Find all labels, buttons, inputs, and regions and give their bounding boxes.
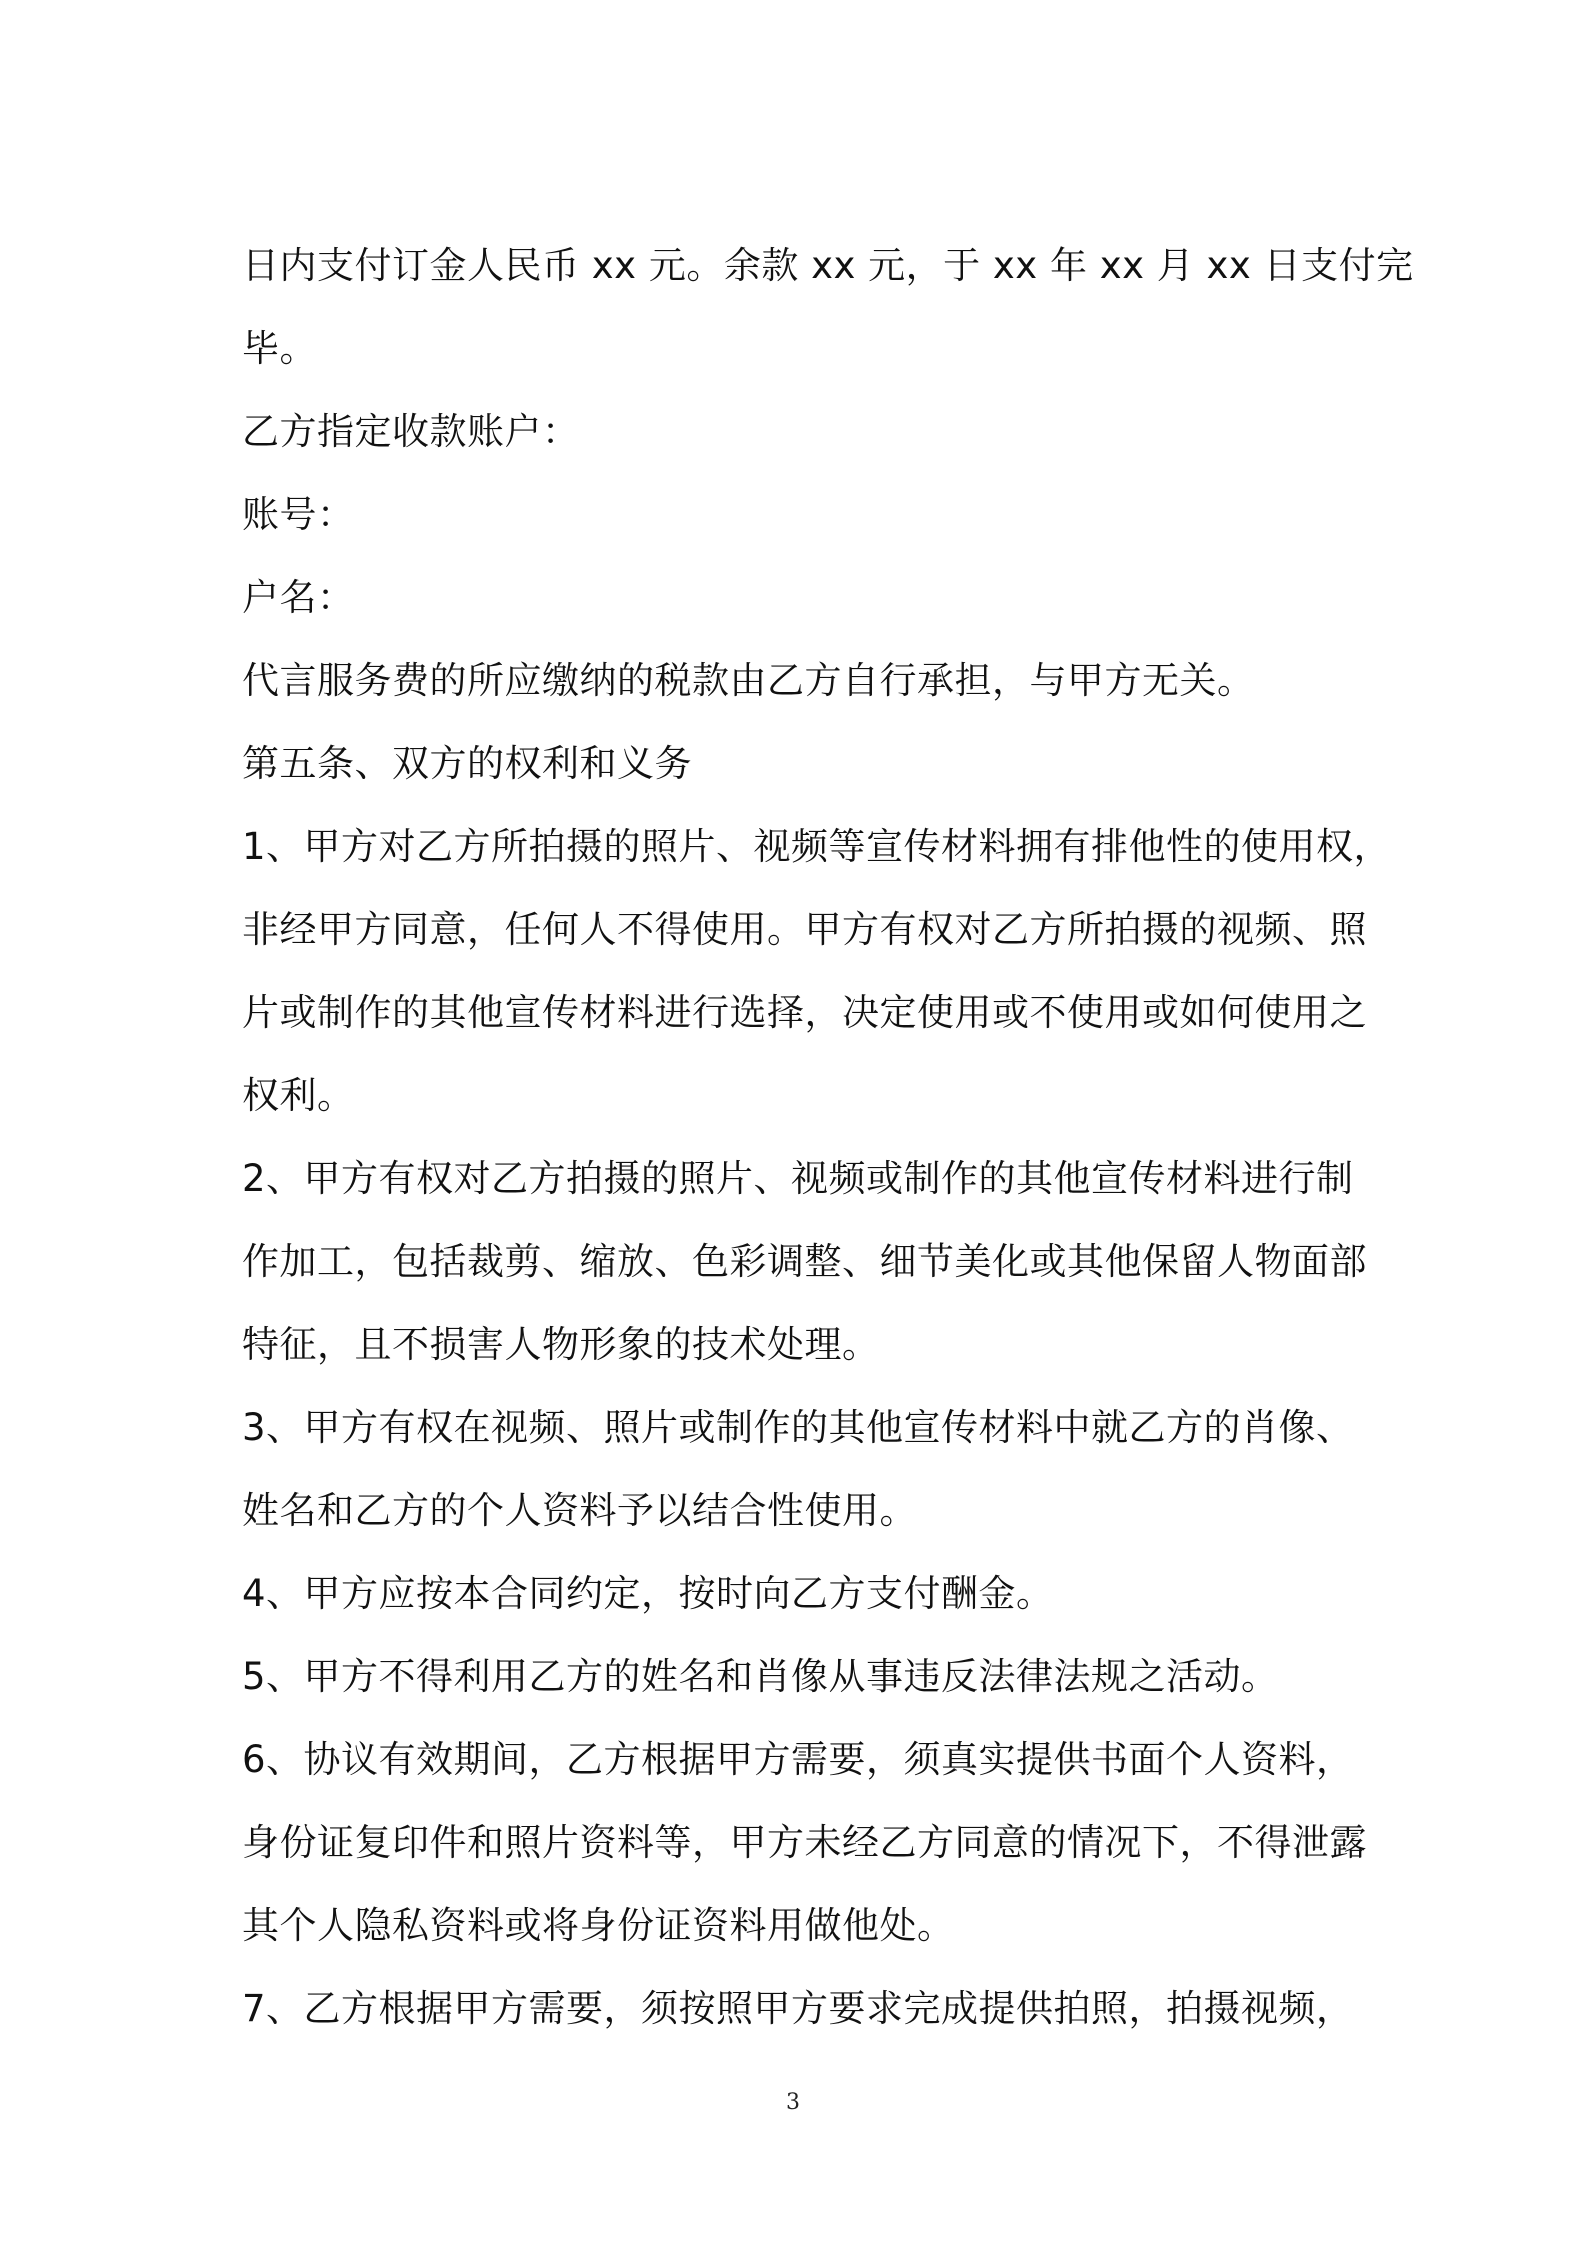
text-line: 片或制作的其他宣传材料进行选择，决定使用或不使用或如何使用之 bbox=[242, 991, 1367, 1034]
text-line: 账号： bbox=[242, 493, 355, 536]
text-line: 6、协议有效期间，乙方根据甲方需要，须真实提供书面个人资料， bbox=[242, 1738, 1354, 1781]
text-line: 1、甲方对乙方所拍摄的照片、视频等宣传材料拥有排他性的使用权， bbox=[242, 825, 1392, 868]
text-line: 毕。 bbox=[242, 327, 317, 370]
text-line: 代言服务费的所应缴纳的税款由乙方自行承担，与甲方无关。 bbox=[242, 659, 1255, 702]
text-line: 3、甲方有权在视频、照片或制作的其他宣传材料中就乙方的肖像、 bbox=[242, 1406, 1354, 1449]
page-number: 3 bbox=[786, 2090, 800, 2115]
text-line: 7、乙方根据甲方需要，须按照甲方要求完成提供拍照，拍摄视频， bbox=[242, 1987, 1354, 2030]
text-line: 姓名和乙方的个人资料予以结合性使用。 bbox=[242, 1489, 917, 1532]
text-line: 非经甲方同意，任何人不得使用。甲方有权对乙方所拍摄的视频、照 bbox=[242, 908, 1367, 951]
text-line: 4、甲方应按本合同约定，按时向乙方支付酬金。 bbox=[242, 1572, 1054, 1615]
document-body bbox=[242, 224, 1414, 2050]
text-line: 特征，且不损害人物形象的技术处理。 bbox=[242, 1323, 880, 1366]
section-heading: 第五条、双方的权利和义务 bbox=[242, 742, 692, 785]
text-line: 其个人隐私资料或将身份证资料用做他处。 bbox=[242, 1904, 955, 1947]
text-line: 日内支付订金人民币 xx 元。余款 xx 元，于 xx 年 xx 月 xx 日支付完 bbox=[242, 244, 1414, 287]
text-line: 户名： bbox=[242, 576, 355, 619]
text-line: 乙方指定收款账户： bbox=[242, 410, 580, 453]
text-line: 权利。 bbox=[242, 1074, 355, 1117]
text-line: 5、甲方不得利用乙方的姓名和肖像从事违反法律法规之活动。 bbox=[242, 1655, 1279, 1698]
text-line: 作加工，包括裁剪、缩放、色彩调整、细节美化或其他保留人物面部 bbox=[242, 1240, 1367, 1283]
text-line: 2、甲方有权对乙方拍摄的照片、视频或制作的其他宣传材料进行制 bbox=[242, 1157, 1354, 1200]
text-line: 身份证复印件和照片资料等，甲方未经乙方同意的情况下，不得泄露 bbox=[242, 1821, 1367, 1864]
